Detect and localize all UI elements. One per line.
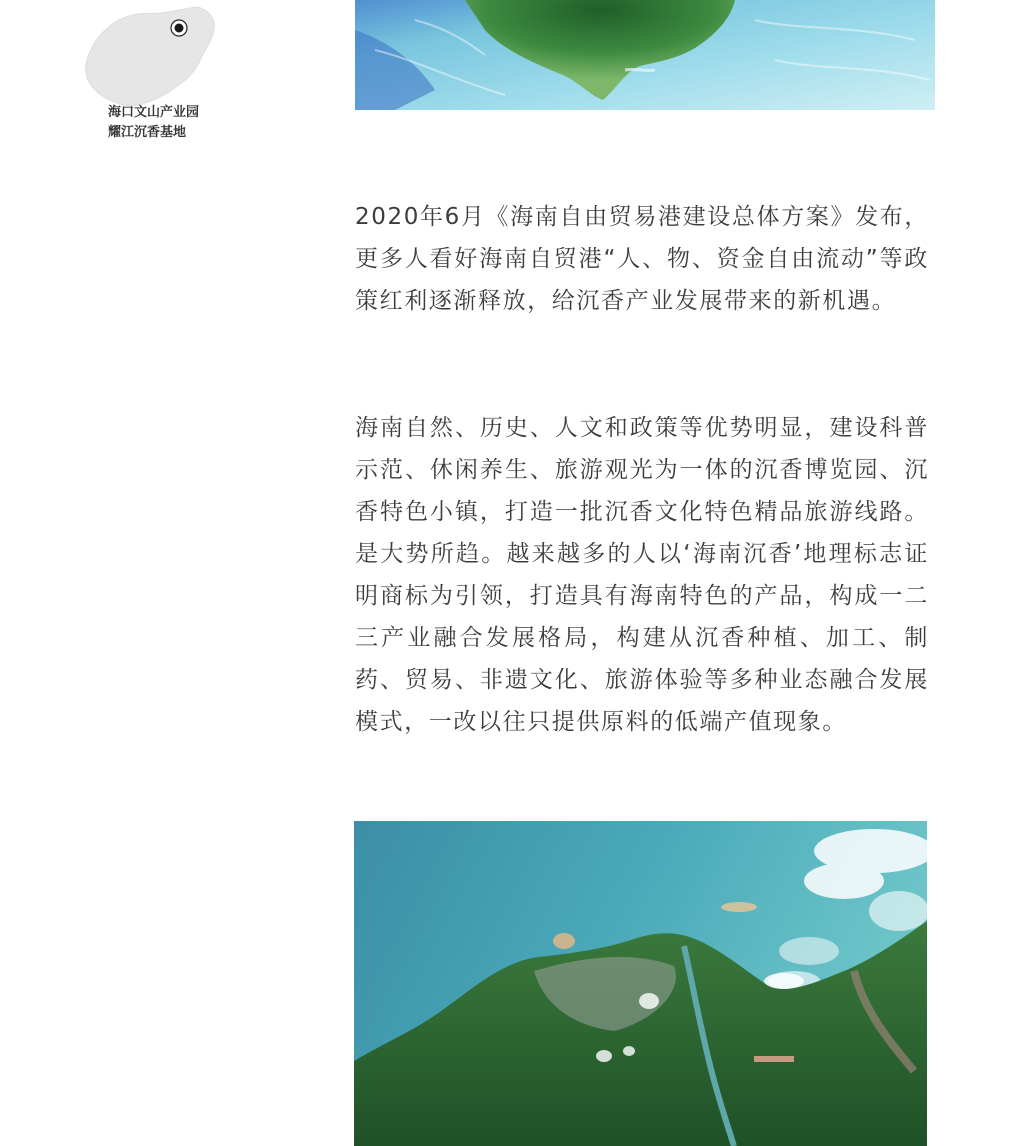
satellite-haikou-image (354, 821, 927, 1146)
location-map (84, 4, 224, 144)
article-paragraph-2-container (355, 407, 929, 743)
article-paragraph-1: 2020年6月《海南自由贸易港建设总体方案》发布，更多人看好海南自贸港“人、物、资金自由流动”等政策红利逐渐释放，给沉香产业发展带来的新机遇。 (355, 204, 929, 314)
hainan-island-icon (84, 4, 224, 114)
satellite-coast-image (355, 0, 935, 110)
map-label-base: 耀江沉香基地 (108, 125, 187, 140)
article-paragraph-1-container (355, 196, 929, 322)
location-marker-dot (175, 24, 184, 33)
article-paragraph-2: 海南自然、历史、人文和政策等优势明显，建设科普示范、休闲养生、旅游观光为一体的沉香博览园、沉香特色小镇，打造一批沉香文化特色精品旅游线路。是大势所趋。越来越多的人以‘海南沉香’地理标志证明商标为引领，打造具有海南特色的产品，构成一二三产业融合发展格局，构建从沉香种植、加工、制药、贸易、非遗文化、旅游体验等多种业态融合发展模式，一改以往只提供原料的低端产值现象。 (355, 415, 929, 735)
map-label-park: 海口文山产业园 (108, 105, 200, 120)
